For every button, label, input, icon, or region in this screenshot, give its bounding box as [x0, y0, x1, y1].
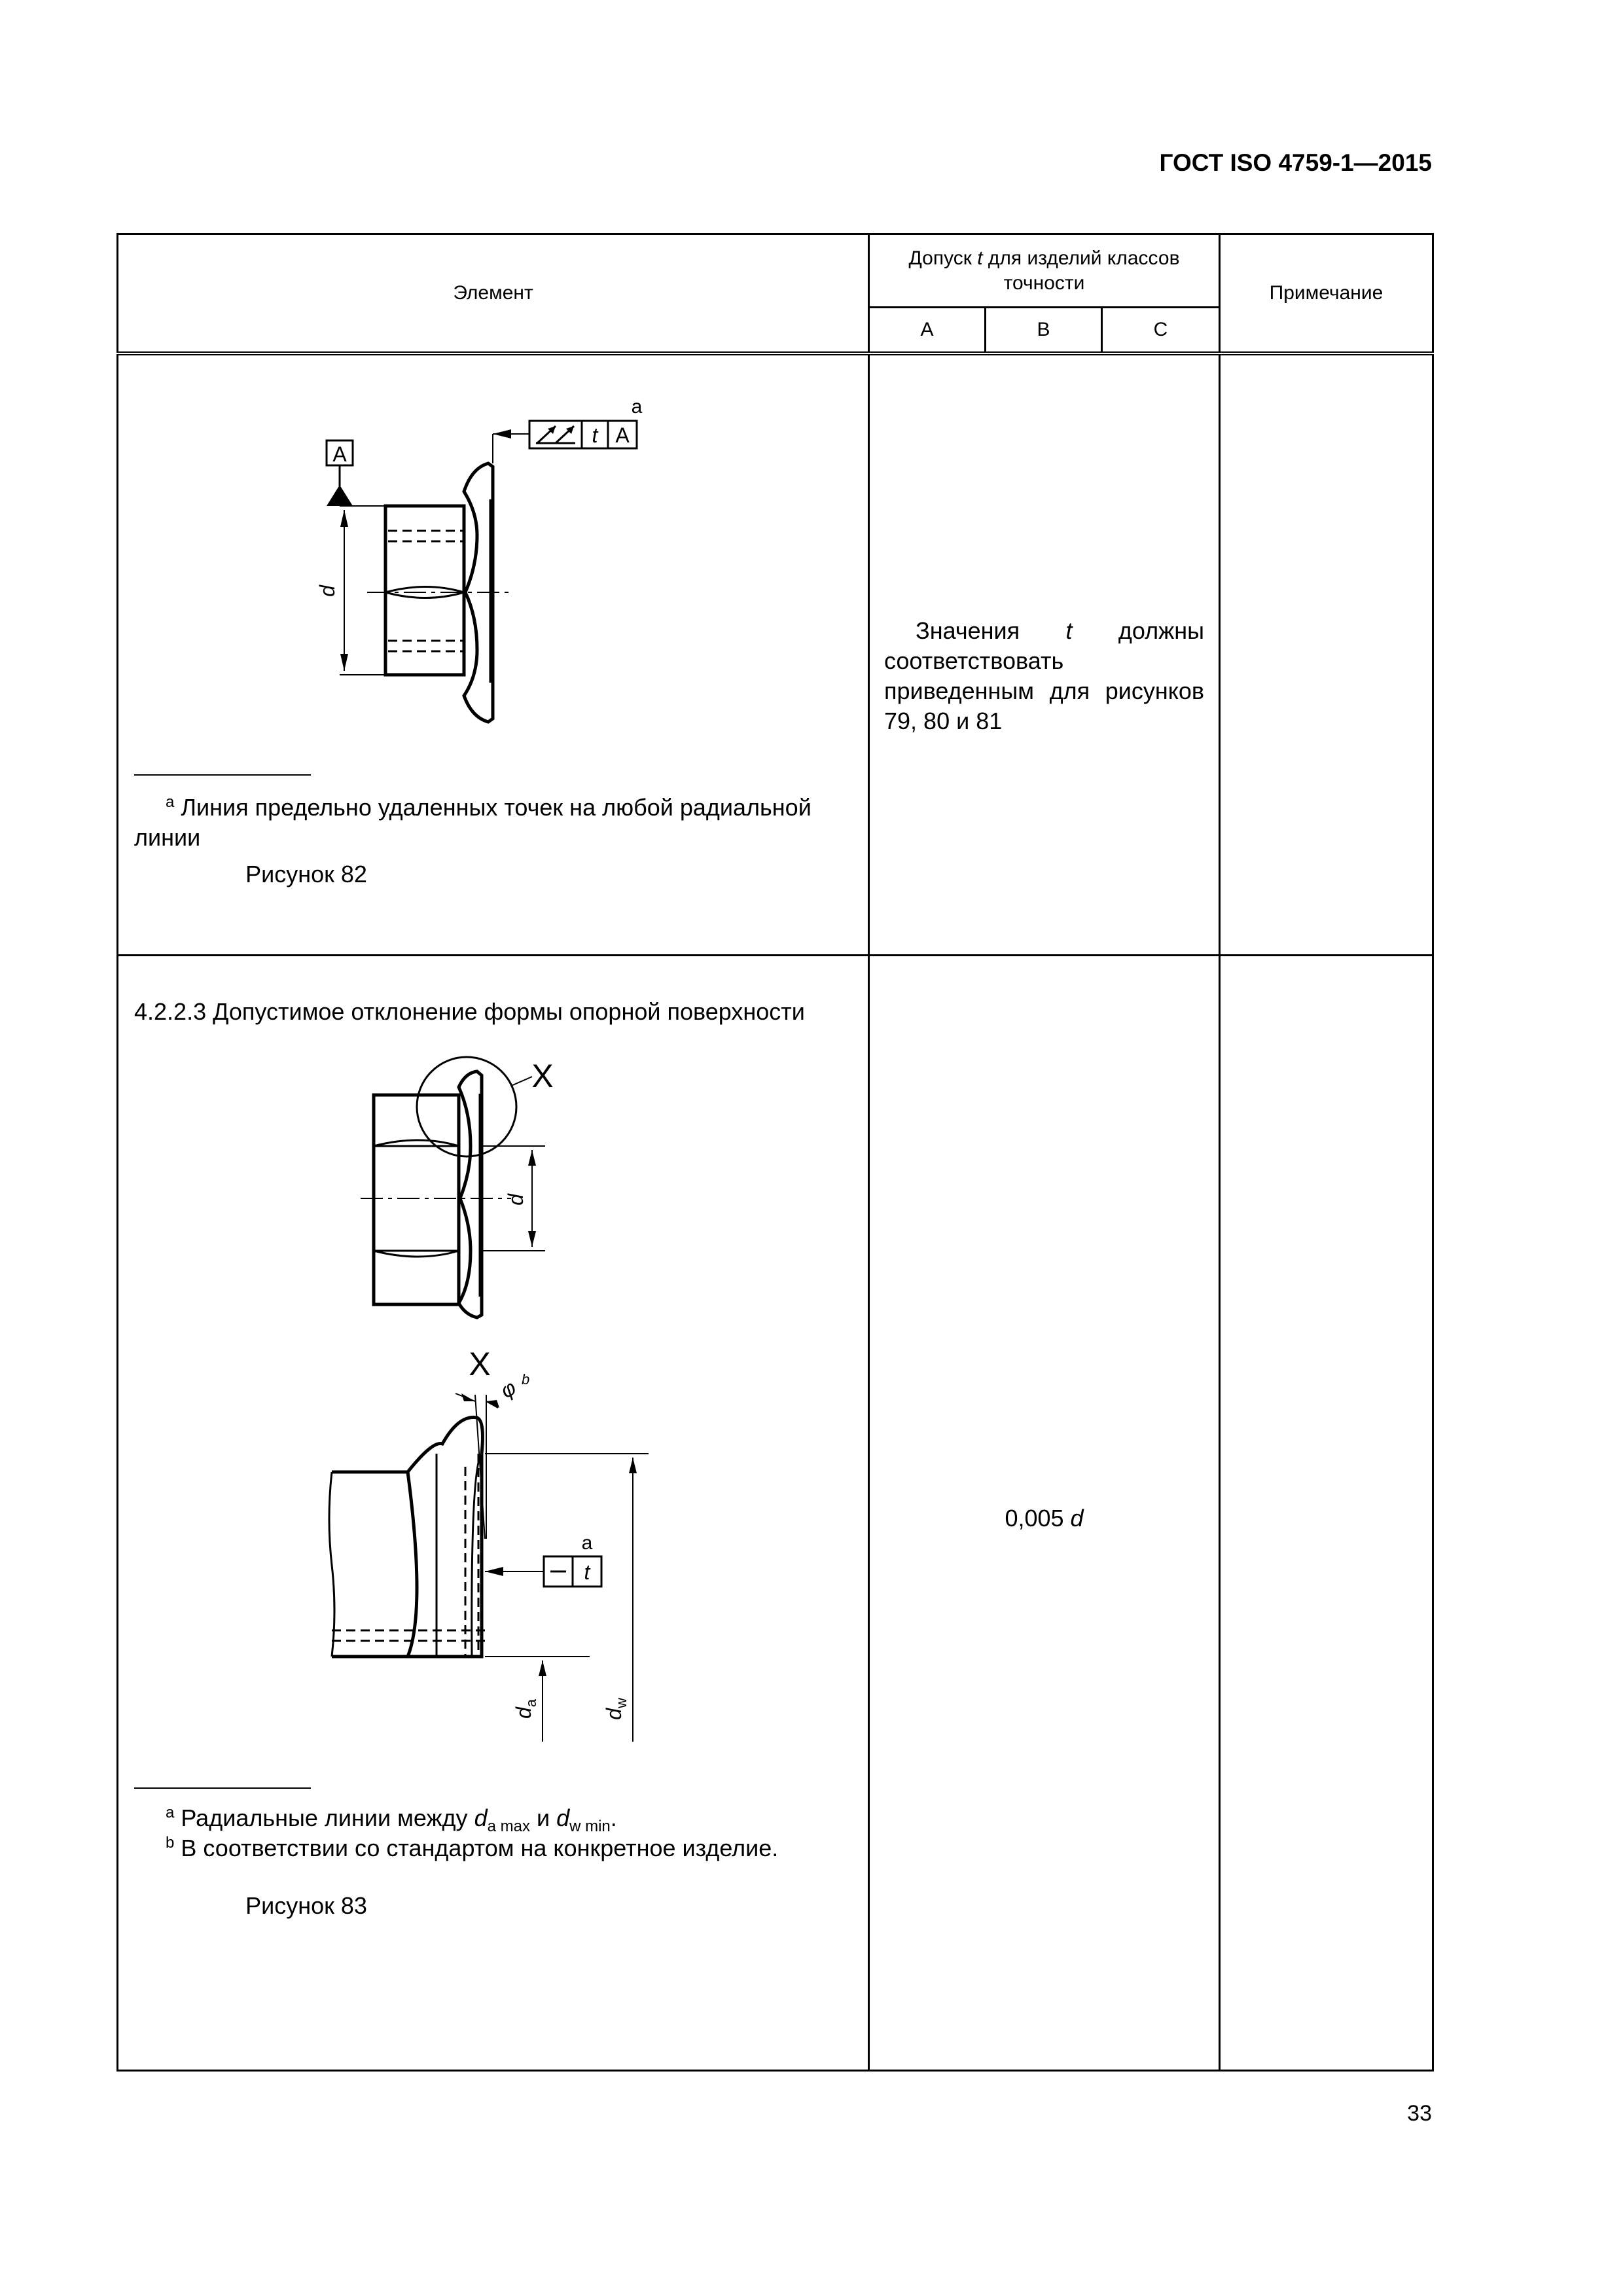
footnote-83-b: $^b$ В соответствии со стандартом на конкретное изделие.: [166, 1834, 779, 1861]
footnote-rule-83: [134, 1787, 311, 1789]
caption-82: Рисунок 82: [245, 860, 367, 888]
frame-note-a-83: a: [581, 1532, 593, 1554]
frame-datum: A: [615, 423, 630, 447]
tolerance-83: 0,005 d: [869, 956, 1220, 2071]
figure-82-cell: [118, 353, 869, 956]
section-heading: 4.2.2.3 Допустимое отклонение формы опорной поверхности: [134, 998, 805, 1025]
footnote-82: $^a$ Линия предельно удаленных точек на любой радиальной линии: [134, 793, 812, 851]
figure-83-cell: [118, 956, 869, 2071]
detail-label-bottom: X: [469, 1346, 491, 1382]
note-83: [1220, 956, 1433, 2071]
dim-dw: $d_w$: [602, 1698, 630, 1720]
dim-da: $d_a$: [512, 1698, 539, 1719]
header-note: Примечание: [1220, 234, 1433, 353]
frame-tolerance-83: t: [584, 1560, 590, 1584]
detail-label-top: X: [531, 1058, 554, 1094]
class-c: C: [1102, 308, 1220, 353]
frame-note-a: a: [631, 395, 643, 418]
dim-d: d: [315, 584, 339, 597]
class-a: A: [869, 308, 986, 353]
footnote-83-a: $^a$ Радиальные линии между $d_{a max}$ и $d_{w min}$.: [166, 1804, 617, 1836]
total-runout-icon: [536, 426, 575, 443]
angle-label: φ: [496, 1375, 520, 1403]
standard-designation: ГОСТ ISO 4759-1—2015: [1159, 149, 1432, 176]
angle-note-b: b: [522, 1371, 530, 1388]
footnote-rule: [134, 774, 311, 776]
datum-label: A: [332, 442, 347, 466]
caption-83: Рисунок 83: [245, 1892, 367, 1919]
frame-tolerance: t: [592, 423, 598, 447]
class-b: B: [986, 308, 1102, 353]
figure-83: [118, 956, 870, 1774]
figure-82: [118, 355, 870, 774]
note-82: [1220, 353, 1433, 956]
header-element: Элемент: [118, 234, 869, 353]
tolerance-82: Значения t должны соответствовать приведенным для рисунков 79, 80 и 81: [869, 353, 1220, 956]
header-tolerance: Допуск t для изделий классов точности: [869, 234, 1220, 308]
dim-d-upper: d: [504, 1194, 527, 1206]
tolerance-table: [116, 233, 1434, 2072]
page-number: 33: [1407, 2101, 1432, 2126]
